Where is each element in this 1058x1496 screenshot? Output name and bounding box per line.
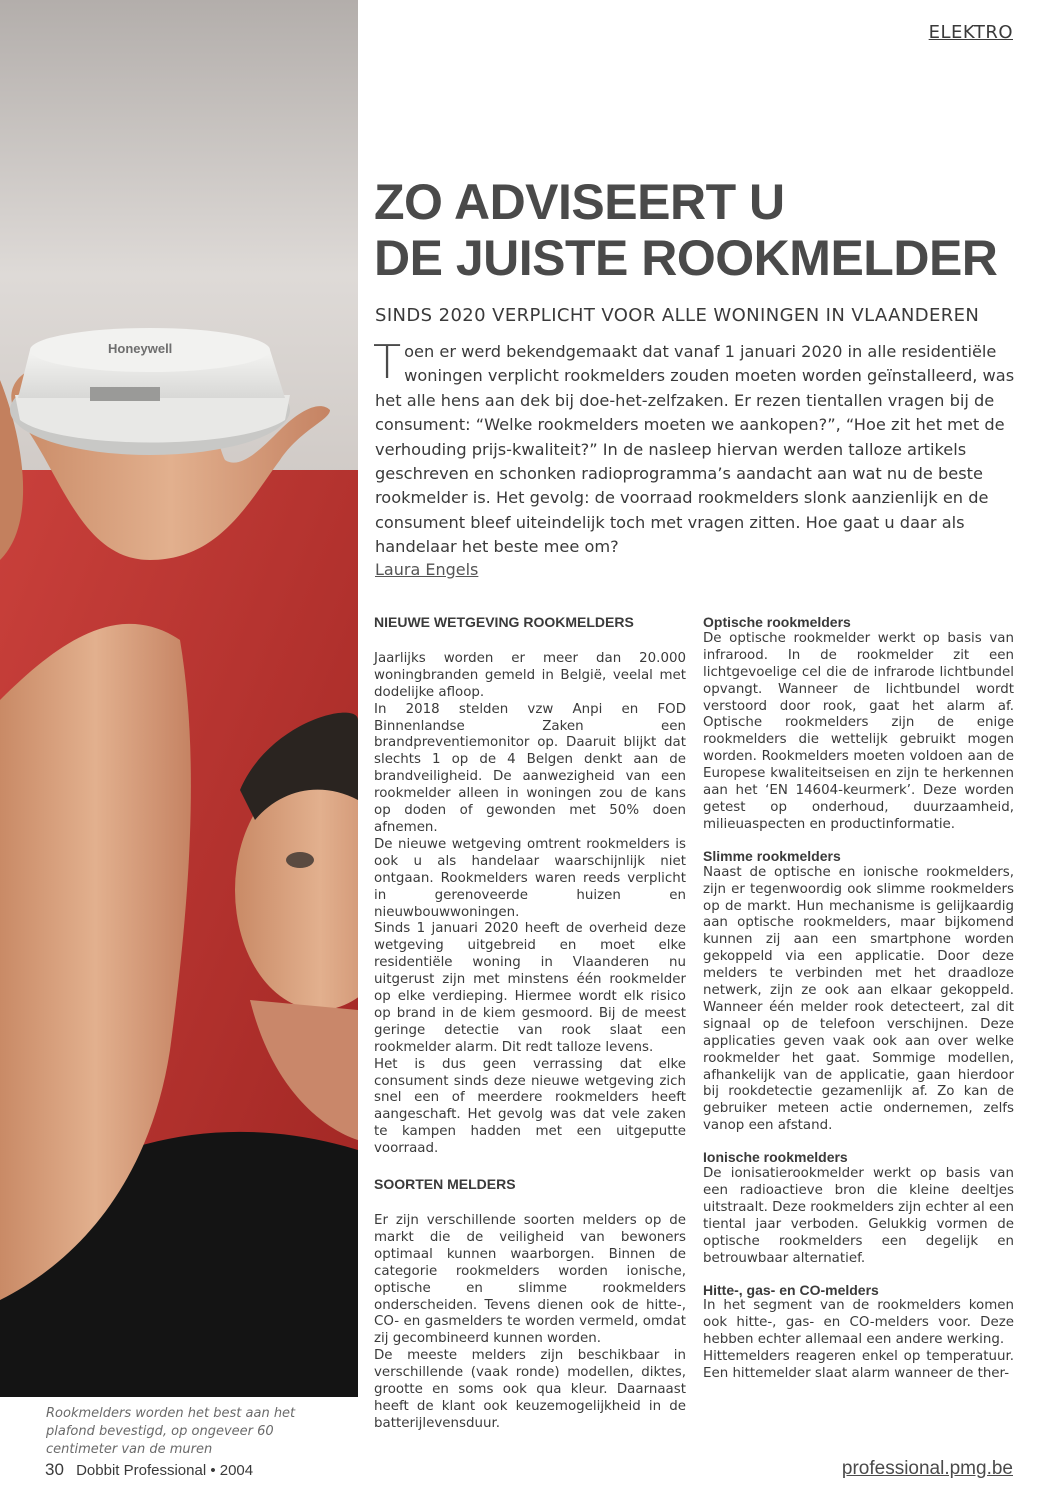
author-link[interactable]: Laura Engels [375,560,479,579]
paragraph: Naast de optische en ionische rookmelders, zijn er tegenwoordig ook slimme rookmelders op de markt. Hun mechanisme is gelijkaardig aan optische rookmelders, maar bijkomend kunnen zij aan een smartphone worden gekoppeld via een applicatie. Door deze melders te verbinden met het draadloze netwerk, zijn ze ook aan elkaar gekoppeld. Wanneer één melder rook detecteert, zal dit signaal op de telefoon verschijnen. Deze applicaties geven vaak ook aan over welke rookmelder het gaat. Sommige modellen, afhankelijk van de applicatie, gaan hierdoor bij rookdetectie gezamenlijk af. Zo kan de gebruiker meteen actie ondernemen, zelfs vanop een afstand. [703,864,1014,1134]
paragraph: Het is dus geen verrassing dat elke consument sinds deze nieuwe wetgeving zich snel een of meerdere rookmelders heeft aangeschaft. Het gevolg was dat vele zaken te kampen hadden met een uitgeputte voorraad. [374,1056,686,1157]
paragraph: Hittemelders reageren enkel op temperatuur. Een hittemelder slaat alarm wanneer de ther- [703,1349,1014,1382]
right-column [703,614,1014,1383]
heading-optische-rookmelders: Optische rookmelders [703,614,851,630]
paragraph: De ionisatierookmelder werkt op basis van een radioactieve bron die kleine deeltjes uitstraalt. Deze rookmelders zijn echter al een tiental jaar verboden. Gelukkig vormen de optische rookmelders een degelijk en betrouwbaar alternatief. [703,1166,1014,1266]
paragraph: Jaarlijks worden er meer dan 20.000 woningbranden gemeld in België, veelal met dodelijke afloop. [374,650,686,700]
title-line-2: DE JUISTE ROOKMELDER [374,230,998,286]
paragraph: Sinds 1 januari 2020 heeft de overheid deze wetgeving uitgebreid en moet elke residentiële woning in Vlaanderen nu uitgerust zijn met minstens één rookmelder op elke verdieping. Hiermee wordt elk risico op brand in de kiem gesmoord. Bij de meest geringe detectie van rook slaat een rookmelder alarm. Dit redt talloze levens. [374,921,686,1055]
article-title [374,174,1024,286]
heading-soorten-melders: SOORTEN MELDERS [374,1176,516,1193]
heading-nieuwe-wetgeving: NIEUWE WETGEVING ROOKMELDERS [374,614,634,630]
paragraph: De meeste melders zijn beschikbaar in verschillende (vaak ronde) modellen, diktes, grootte en soms ook qua kleur. Daarnaast heeft de klant ook keuzemogelijkheid in de batterijlevensduur. [374,1348,686,1431]
paragraph: De nieuwe wetgeving omtrent rookmelders is ook u als handelaar waarschijnlijk niet ontgaan. Rookmelders waren reeds verplicht in gerenoveerde huizen en nieuwbouwwoningen. [374,836,686,920]
section-label[interactable]: ELEKTRO [928,22,1013,43]
paragraph: In 2018 stelden vzw Anpi en FOD Binnenlandse Zaken een brandpreventiemonitor op. Daaruit blijkt dat slechts 1 op de 4 Belgen denkt aan de brandveiligheid. De aanwezigheid van een rookmelder alleen in woningen zou de kans op doden of gewonden met 50% doen afnemen. [374,701,686,835]
article-photo [0,0,358,1397]
publication-name: Dobbit Professional • 2004 [76,1462,254,1479]
paragraph: De optische rookmelder werkt op basis van infrarood. In de rookmelder zit een lichtgevoelige cel die de infrarode lichtbundel opvangt. Wanneer de lichtbundel wordt verstoord door rook, gaat het alarm af. Optische rookmelders zijn de enige rookmelders die wettelijk gebruikt mogen worden. Rookmelders moeten voldoen aan de Europese kwaliteitseisen en zijn te herkennen aan het ‘EN 14604-keurmerk’. Deze worden getest op onderhoud, duurzaamheid, milieuaspecten en productinformatie. [703,630,1014,832]
device-brand-label: Honeywell [108,341,173,356]
page-number: 30 [45,1460,64,1479]
photo-caption: Rookmelders worden het best aan het plafond bevestigd, op ongeveer 60 centimeter van de muren [46,1406,296,1457]
heading-slimme-rookmelders: Slimme rookmelders [703,847,841,864]
title-line-1: ZO ADVISEERT U [374,174,785,230]
intro-text: oen er werd bekendgemaakt dat vanaf 1 januari 2020 in alle residentiële woningen verplicht rookmelders zouden moeten worden geïnstalleerd, was het alle hens aan dek bij doe-het-zelfzaken. Er rezen tientallen vragen bij de consument: “Welke rookmelders moeten we aankopen?”, “Hoe zit het met de verhouding prijs-kwaliteit?” In de nasleep hiervan werden talloze artikels geschreven en schonken radioprogramma’s aandacht aan wat nu de beste rookmelder is. Het gevolg: de voorraad rookmelders slonk aanzienlijk en de consument bleef uiteindelijk toch met vragen zitten. Hoe gaat u daar als handelaar het beste mee om? [375,342,1015,557]
article-subtitle: SINDS 2020 VERPLICHT VOOR ALLE WONINGEN IN VLAANDEREN [375,305,980,326]
left-column [374,614,686,1433]
heading-hitte-gas-co-melders: Hitte-, gas- en CO-melders [703,1281,879,1298]
paragraph: In het segment van de rookmelders komen ook hitte-, gas- en CO-melders voor. Deze hebben echter allemaal een andere werking. [703,1298,1014,1348]
heading-ionische-rookmelders: Ionische rookmelders [703,1149,848,1166]
page-footer-left [45,1460,253,1480]
website-link[interactable]: professional.pmg.be [841,1458,1013,1479]
photo-illustration [0,0,358,1397]
drop-cap: T [373,335,402,389]
intro-paragraph [373,335,1015,560]
paragraph: Er zijn verschillende soorten melders op de markt die de veiligheid van bewoners optimaal kunnen waarborgen. Binnen de categorie rookmelders worden ionische, optische en slimme rookmelders onderscheiden. Tevens dienen ook de hitte-, CO- en gasmelders te worden vermeld, omdat zij gecombineerd kunnen worden. [374,1213,686,1347]
